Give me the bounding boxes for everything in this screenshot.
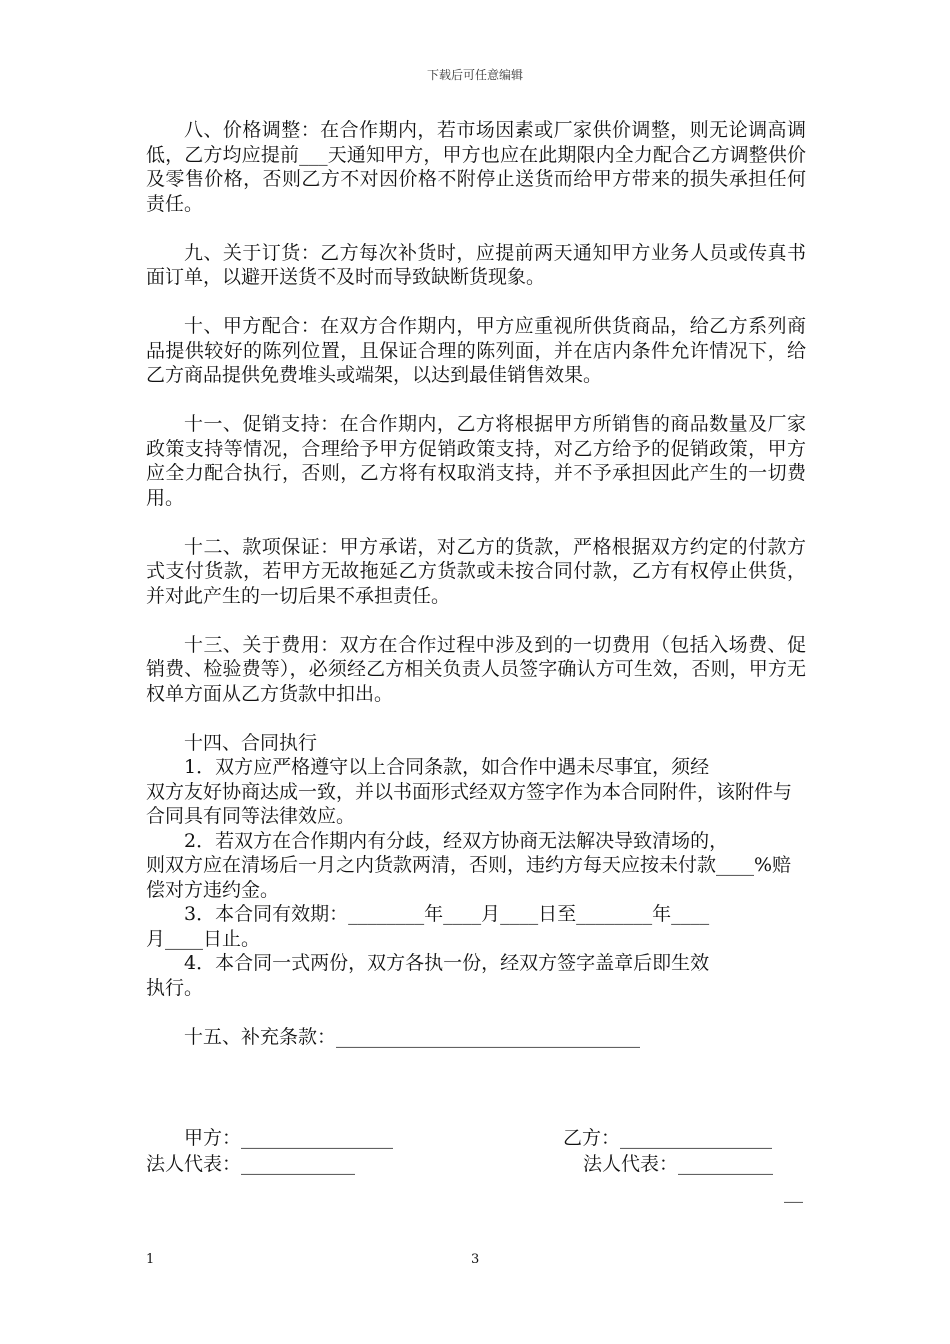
clause-14 <box>146 731 806 1001</box>
clause-14-item-3: 3．本合同有效期：________年____月____日至________年____ <box>184 903 710 925</box>
clause-12: 十二、款项保证：甲方承诺，对乙方的货款，严格根据双方约定的付款方式支付货款，若甲方无故拖延乙方货款或未按合同付款，乙方有权停止供货，并对此产生的一切后果不承担责任。 <box>146 535 806 607</box>
clause-14-item-2-cont: 则双方应在清场后一月之内货款两清，否则，违约方每天应按未付款____%赔偿对方违约金。 <box>146 854 792 901</box>
clause-10: 十、甲方配合：在双方合作期内，甲方应重视所供货商品，给乙方系列商品提供较好的陈列位置，且保证合理的陈列面，并在店内条件允许情况下，给乙方商品提供免费堆头或端架，以达到最佳销售效果。 <box>146 315 806 386</box>
clause-9: 九、关于订货：乙方每次补货时，应提前两天通知甲方业务人员或传真书面订单，以避开送货不及时而导致缺断货现象。 <box>146 241 806 288</box>
clause-13: 十三、关于费用：双方在合作过程中涉及到的一切费用（包括入场费、促销费、检验费等），必须经乙方相关负责人员签字确认方可生效，否则，甲方无权单方面从乙方货款中扣出。 <box>146 633 806 705</box>
party-a-representative: 法人代表：____________ <box>146 1153 356 1175</box>
page-number: 3 <box>471 1252 480 1267</box>
party-b-signature: 乙方：________________ <box>563 1127 773 1149</box>
page-header: 下载后可任意编辑 <box>426 68 523 82</box>
footer-left-number: 1 <box>146 1252 155 1267</box>
clause-14-title: 十四、合同执行 <box>184 731 318 754</box>
party-a-signature: 甲方：________________ <box>184 1127 394 1149</box>
clause-11: 十一、促销支持：在合作期内，乙方将根据甲方所销售的商品数量及厂家政策支持等情况，合理给予甲方促销政策支持，对乙方给予的促销政策，甲方应全力配合执行，否则，乙方将有权取消支持，并不予承担因此产生的一切费用。 <box>146 413 806 509</box>
clause-14-item-2: 2．若双方在合作期内有分歧，经双方协商无法解决导致清场的， <box>184 829 729 852</box>
party-b-representative: 法人代表：__________ <box>583 1153 774 1175</box>
clause-14-item-3-cont: 月____日止。 <box>146 927 261 950</box>
clause-14-item-1: 1．双方应严格遵守以上合同条款，如合作中遇未尽事宜，须经 <box>184 756 710 778</box>
clause-14-item-4: 4．本合同一式两份，双方各执一份，经双方签字盖章后即生效 <box>184 952 710 974</box>
clause-14-item-1-cont: 双方友好协商达成一致，并以书面形式经双方签字作为本合同附件，该附件与合同具有同等法律效应。 <box>146 780 793 827</box>
clause-8: 八、价格调整：在合作期内，若市场因素或厂家供价调整，则无论调高调低，乙方均应提前___天通知甲方，甲方也应在此期限内全力配合乙方调整供价及零售价格，否则乙方不对因价格不附停止送货而给甲方带来的损失承担任何责任。 <box>146 119 806 215</box>
contract-body <box>146 118 806 1049</box>
clause-15-supplement: 十五、补充条款：________________________________ <box>184 1025 641 1048</box>
trailing-underline: __ <box>784 1181 803 1203</box>
clause-14-item-4-cont: 执行。 <box>146 976 204 999</box>
